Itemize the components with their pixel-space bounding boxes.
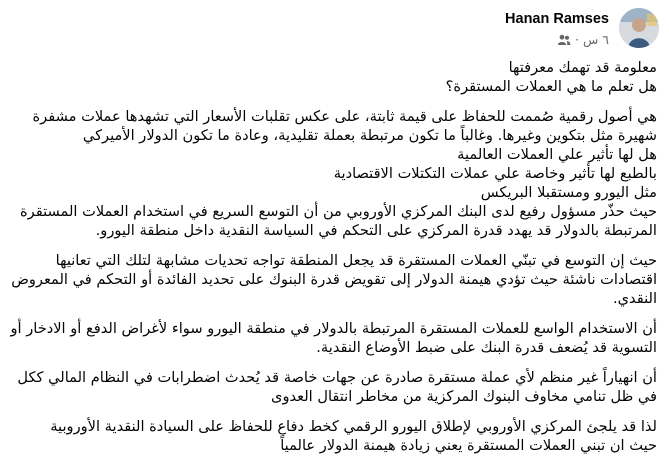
paragraph-gap <box>9 357 657 368</box>
post-line: حيث إن التوسع في تبنّي العملات المستقرة قد يجعل المنطقة تواجه تحديات مشابهة لتلك التي تعانيها اقتصادات ناشئة حيث تؤدي هيمنة الدولار إلى تقويض قدرة البنوك على تحديد الفائدة أو التحكم في المعروض النقدي. <box>11 252 657 307</box>
paragraph-gap <box>9 240 657 251</box>
paragraph-gap <box>9 308 657 319</box>
post-line: أن الاستخدام الواسع للعملات المستقرة المرتبطة بالدولار في منطقة اليورو سواء لأغراض الدفع أو الادخار أو التسوية قد يُضعف قدرة البنك على ضبط الأوضاع النقدية. <box>10 320 657 356</box>
post-line: أن انهياراً غير منظم لأي عملة مستقرة صادرة عن جهات خاصة قد يُحدث اضطرابات في النظام المالي ككل في ظل تنامي مخاوف البنوك المركزية من مخاطر انتقال العدوى <box>17 369 657 405</box>
post-line: مثل اليورو ومستقبلا البريكس <box>480 184 657 201</box>
author-avatar[interactable] <box>619 8 659 48</box>
author-name[interactable]: Hanan Ramses <box>505 11 609 27</box>
post-line: بالطبع لها تأثير وخاصة علي عملات التكتلات الاقتصادية <box>333 165 657 182</box>
post-time[interactable]: ٦ س <box>583 32 609 47</box>
post-header <box>419 8 659 52</box>
meta-separator: · <box>575 32 580 47</box>
post-body <box>9 58 657 455</box>
post-line: هل تعلم ما هي العملات المستقرة؟ <box>445 78 657 95</box>
post-line: حيث حذّر مسؤول رفيع لدى البنك المركزي الأوروبي من أن التوسع السريع في استخدام العملات المستقرة المرتبطة بالدولار قد يهدد قدرة المركزي على التحكم في السياسة النقدية داخل منطقة اليورو. <box>20 203 657 239</box>
post-line: معلومة قد تهمك معرفتها <box>508 59 657 76</box>
post-line: لذا قد يلجئ المركزي الأوروبي لإطلاق اليورو الرقمي كخط دفاع للحفاظ على السيادة النقدية الأوروبية <box>50 418 657 435</box>
post-line: حيث ان تبني العملات المستقرة يعني زيادة هيمنة الدولار عالمياً <box>280 437 657 454</box>
post-meta <box>557 32 609 47</box>
friends-icon[interactable] <box>557 34 571 46</box>
post-line: هل لها تأثير علي العملات العالمية <box>457 146 657 163</box>
paragraph-gap <box>9 406 657 417</box>
avatar-photo <box>619 8 659 48</box>
paragraph-gap <box>9 96 657 107</box>
post-line: هي أصول رقمية صُممت للحفاظ على قيمة ثابتة، على عكس تقلبات الأسعار التي تشهدها عملات مشفرة شهيرة مثل بتكوين وغيرها. وغالباً ما تكون مرتبطة بعملة تقليدية، وعادة ما تكون الدولار الأميركي <box>32 108 657 144</box>
